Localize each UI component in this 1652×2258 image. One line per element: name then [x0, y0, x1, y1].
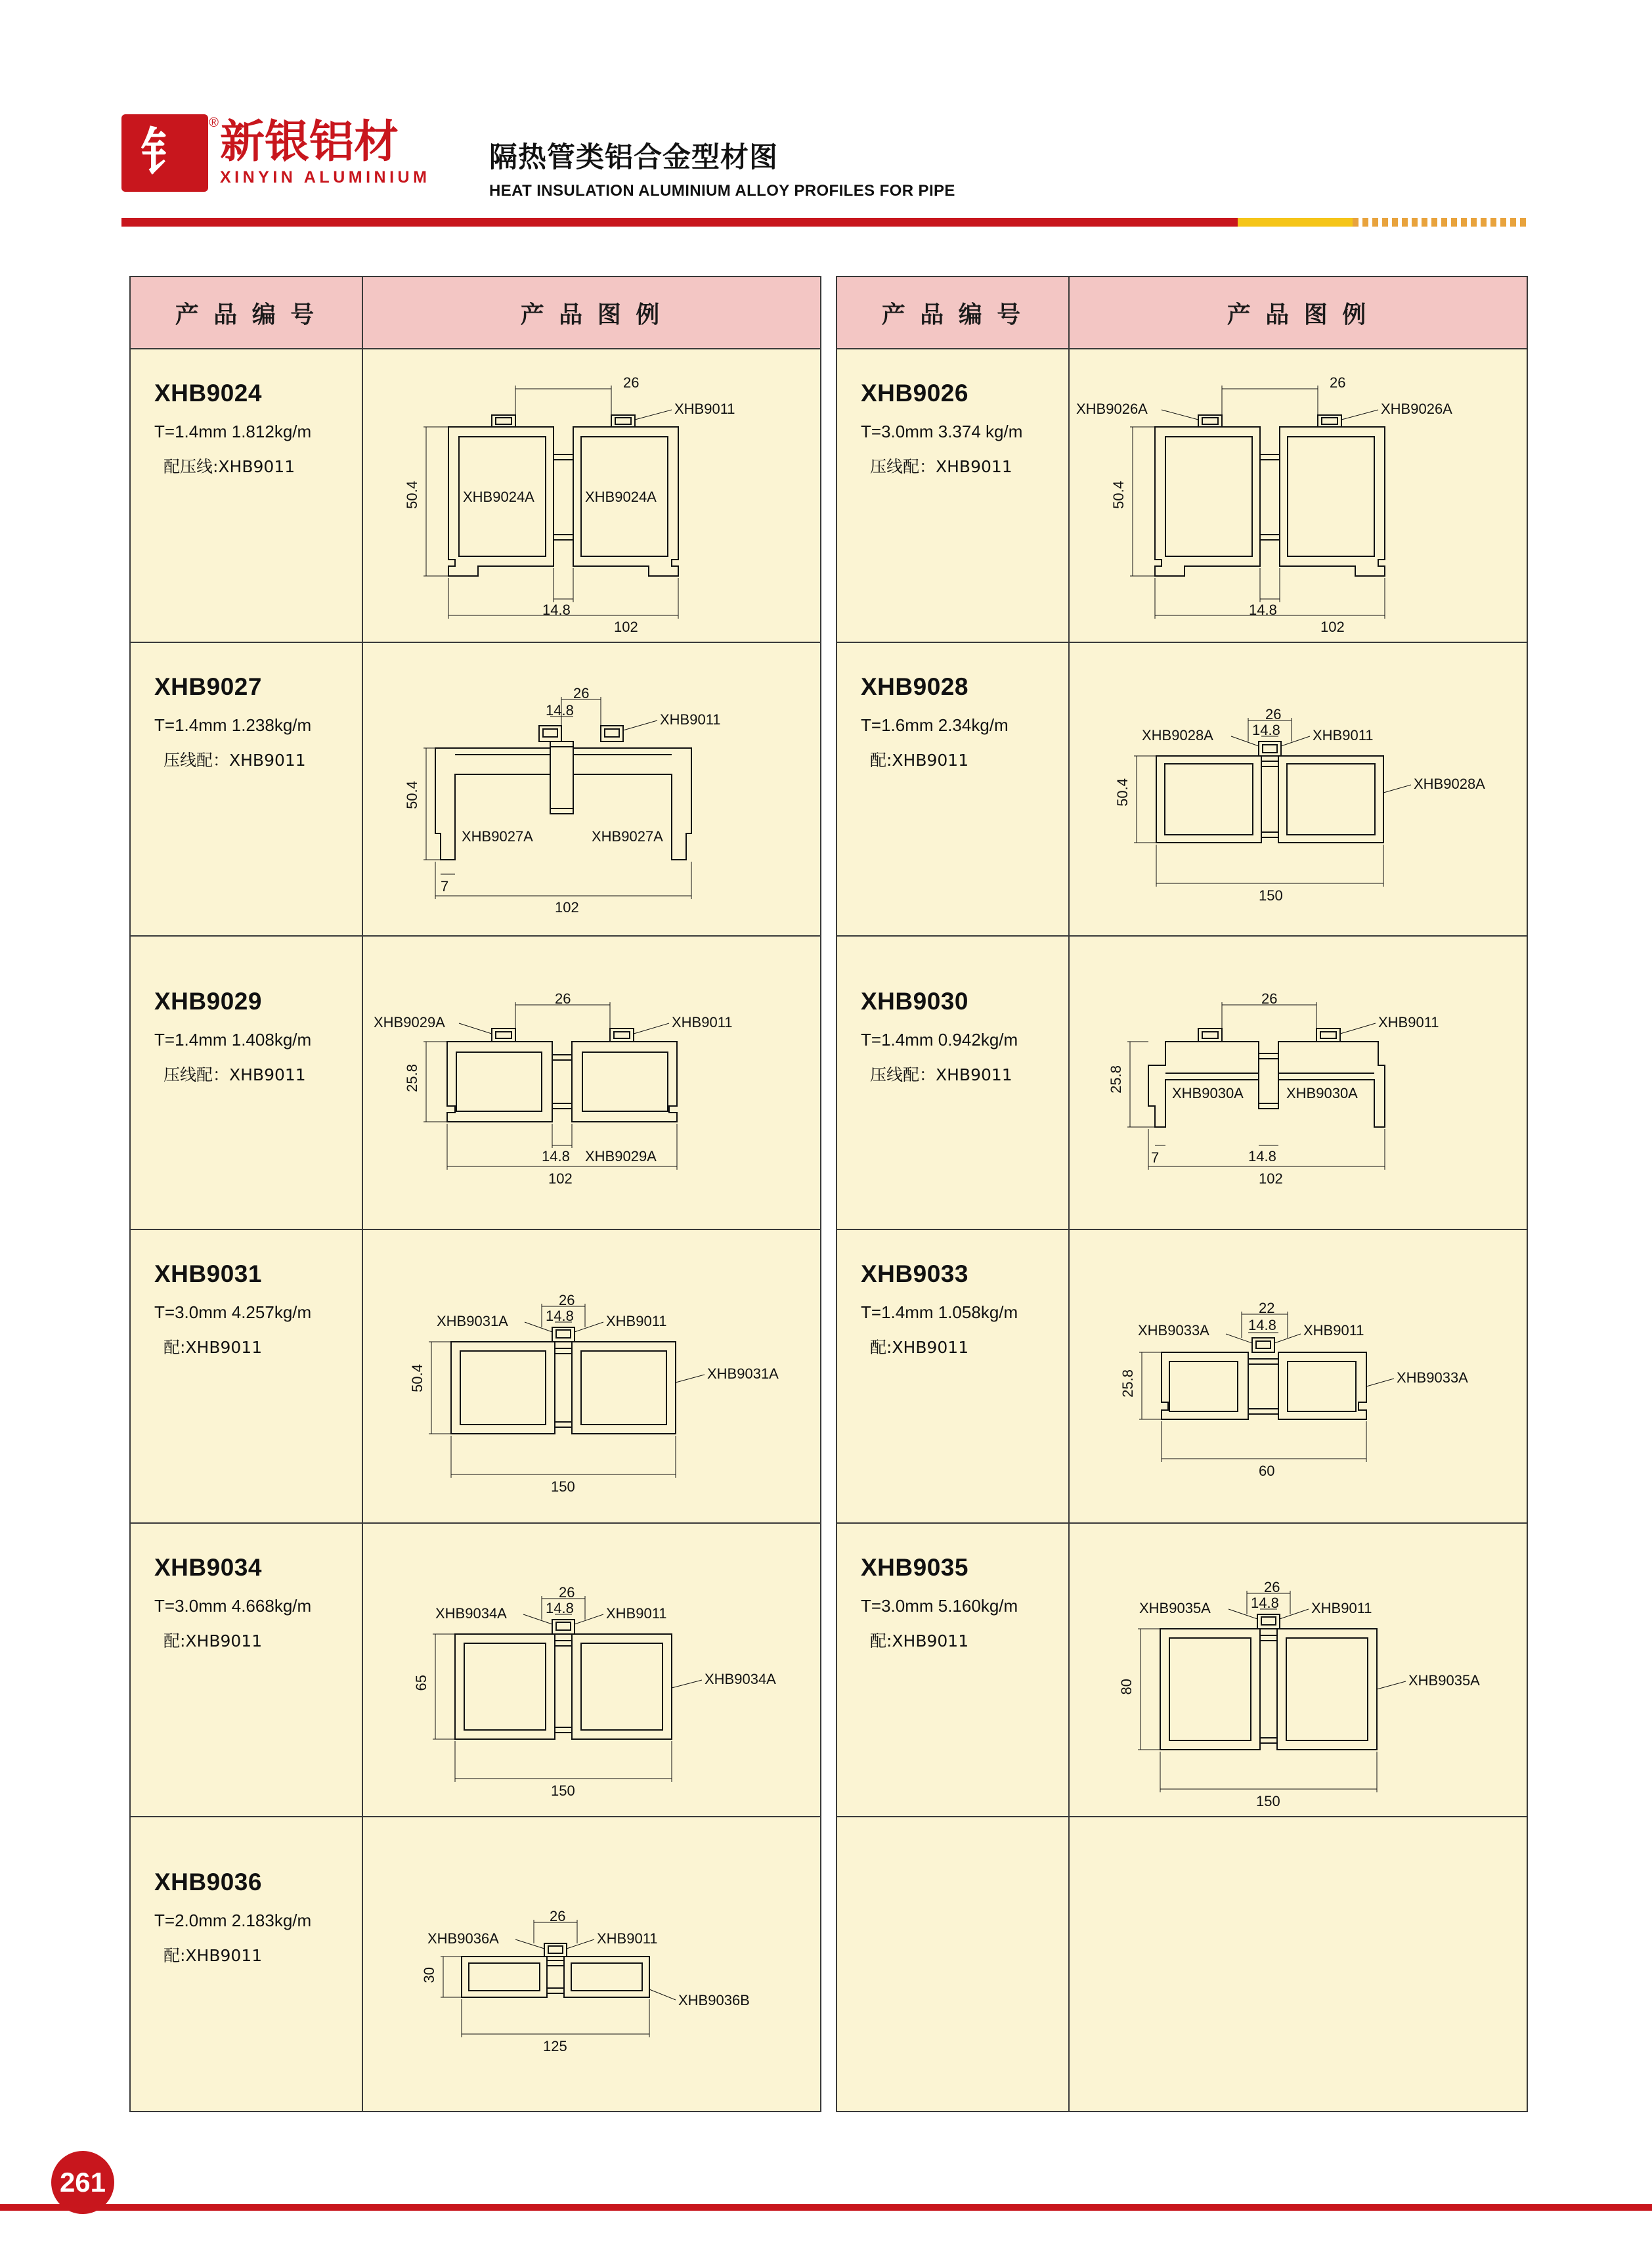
product-table — [129, 276, 1528, 2112]
dim-bottom-width: 150 — [551, 1782, 575, 1799]
product-code: XHB9036 — [154, 1869, 262, 1895]
product-code: XHB9026 — [861, 380, 968, 407]
product-code-cell — [837, 937, 1070, 1229]
product-figure-cell — [363, 349, 820, 642]
dim-top-width: 26 — [555, 990, 571, 1007]
dim-top-width: 26 — [573, 685, 590, 701]
dim-bottom-width: 102 — [1259, 1170, 1283, 1187]
table-row — [131, 1230, 820, 1524]
dim-top-width: 26 — [1265, 706, 1282, 722]
callout-xhb9011: XHB9011 — [1303, 1322, 1364, 1339]
brand-name-cn: 新银铝材 — [220, 116, 399, 168]
product-code-cell — [837, 643, 1070, 935]
dim-inner: 14.8 — [1249, 602, 1277, 618]
registered-mark: ® — [209, 116, 219, 130]
product-figure-cell — [363, 1524, 820, 1816]
dim-left-height: 50.4 — [404, 781, 420, 809]
dim-bottom-width: 102 — [1320, 619, 1345, 635]
product-spec: T=1.4mm 1.408kg/m — [154, 1030, 312, 1050]
product-figure-cell — [363, 643, 820, 935]
header-cell-code: 产 品 编 号 — [837, 277, 1070, 348]
product-code-cell — [837, 349, 1070, 642]
dim-left-height: 50.4 — [1114, 778, 1131, 807]
dim-left-height: 25.8 — [404, 1064, 420, 1092]
product-figure-cell — [1070, 349, 1527, 642]
callout-left-inner: XHB9027A — [462, 828, 533, 845]
dim-step: 7 — [1151, 1149, 1160, 1166]
logo-glyph: 钅 — [140, 123, 189, 183]
dim-inner: 14.8 — [1251, 1595, 1279, 1611]
profile-drawing-xhb9029 — [363, 937, 823, 1230]
product-code: XHB9033 — [861, 1260, 968, 1287]
table-row — [131, 1524, 820, 1817]
dim-top-width: 26 — [1330, 374, 1346, 391]
dim-top-width: 26 — [1261, 990, 1278, 1007]
dim-left-height: 50.4 — [404, 481, 420, 509]
product-code: XHB9030 — [861, 988, 968, 1015]
product-code-cell — [131, 1230, 363, 1522]
product-spec: T=3.0mm 4.257kg/m — [154, 1302, 312, 1322]
dim-left-height: 65 — [413, 1675, 429, 1691]
callout-right-side: XHB9028A — [1414, 776, 1485, 792]
callout-xhb9011: XHB9011 — [1313, 727, 1374, 743]
product-spec: T=1.6mm 2.34kg/m — [861, 715, 1009, 735]
dim-inner: 14.8 — [542, 1148, 570, 1164]
table-column-right — [836, 276, 1528, 2112]
callout-xhb9011: XHB9011 — [597, 1930, 658, 1947]
profile-drawing-xhb9030 — [1070, 937, 1529, 1230]
product-code-cell — [131, 1524, 363, 1816]
dim-bottom-width: 60 — [1259, 1463, 1275, 1479]
product-match: 配:XHB9011 — [163, 1946, 263, 1965]
callout-xhb9011: XHB9011 — [1311, 1600, 1372, 1616]
callout-right-side: XHB9033A — [1397, 1369, 1468, 1386]
table-row — [131, 937, 820, 1230]
product-match: 配:XHB9011 — [870, 1338, 969, 1357]
dim-top-width: 22 — [1259, 1300, 1275, 1316]
dim-bottom-width: 102 — [614, 619, 638, 635]
dim-inner: 14.8 — [546, 1600, 574, 1616]
callout-right-side: XHB9036B — [678, 1992, 750, 2008]
callout-top-left: XHB9031A — [437, 1313, 508, 1329]
callout-xhb9011: XHB9011 — [606, 1313, 667, 1329]
product-figure-cell — [1070, 643, 1527, 935]
product-code-cell — [131, 643, 363, 935]
callout-xhb9011: XHB9011 — [672, 1014, 733, 1030]
header-rule-dashed — [1353, 218, 1530, 227]
callout-top-right: XHB9026A — [1381, 401, 1452, 417]
callout-xhb9011: XHB9011 — [1378, 1014, 1439, 1030]
table-row-empty — [837, 1817, 1527, 2111]
header-title-en: HEAT INSULATION ALUMINIUM ALLOY PROFILES FOR PIPE — [489, 182, 955, 200]
dim-bottom-width: 150 — [1259, 887, 1283, 904]
product-spec: T=1.4mm 1.058kg/m — [861, 1302, 1018, 1322]
product-code-cell — [837, 1230, 1070, 1522]
dim-bottom-width: 125 — [543, 2038, 567, 2054]
table-header-row — [837, 277, 1527, 349]
callout-left-inner: XHB9024A — [463, 489, 534, 505]
dim-step: 7 — [441, 878, 449, 895]
profile-drawing-xhb9035 — [1070, 1524, 1529, 1817]
table-row — [837, 643, 1527, 937]
profile-drawing-xhb9026 — [1070, 349, 1529, 643]
table-row — [837, 1230, 1527, 1524]
product-match: 压线配：XHB9011 — [870, 1065, 1012, 1084]
dim-top-width: 26 — [559, 1292, 575, 1308]
callout-right-inner: XHB9024A — [585, 489, 657, 505]
product-spec: T=3.0mm 3.374 kg/m — [861, 422, 1023, 441]
product-spec: T=2.0mm 2.183kg/m — [154, 1911, 312, 1930]
product-code: XHB9027 — [154, 673, 262, 700]
product-figure-cell — [1070, 937, 1527, 1229]
product-spec: T=3.0mm 4.668kg/m — [154, 1596, 312, 1616]
callout-top-left: XHB9033A — [1138, 1322, 1209, 1339]
product-figure-cell — [363, 937, 820, 1229]
callout-top-left: XHB9029A — [374, 1014, 445, 1030]
dim-left-height: 50.4 — [409, 1364, 425, 1392]
profile-drawing-xhb9036 — [363, 1817, 823, 2111]
dim-top-width: 26 — [623, 374, 640, 391]
callout-left-inner: XHB9030A — [1172, 1085, 1244, 1101]
dim-left-height: 25.8 — [1119, 1369, 1136, 1398]
dim-left-height: 30 — [421, 1967, 437, 1983]
header-cell-code: 产 品 编 号 — [131, 277, 363, 348]
dim-left-height: 50.4 — [1110, 481, 1127, 509]
header-title — [489, 135, 955, 200]
product-code: XHB9024 — [154, 380, 262, 407]
dim-inner: 14.8 — [546, 702, 574, 719]
dim-bottom-width: 102 — [548, 1170, 573, 1187]
callout-top-left: XHB9028A — [1142, 727, 1213, 743]
product-code-cell — [131, 1817, 363, 2111]
callout-top-left: XHB9034A — [435, 1605, 507, 1622]
table-row — [837, 937, 1527, 1230]
product-code: XHB9031 — [154, 1260, 262, 1287]
product-match: 配:XHB9011 — [870, 1631, 969, 1650]
dim-left-height: 80 — [1118, 1679, 1135, 1695]
dim-top-width: 26 — [550, 1908, 566, 1924]
callout-right-side: XHB9031A — [707, 1365, 779, 1382]
product-code: XHB9028 — [861, 673, 968, 700]
callout-right-inner: XHB9027A — [592, 828, 663, 845]
header-title-cn: 隔热管类铝合金型材图 — [489, 141, 778, 174]
product-match: 压线配：XHB9011 — [163, 1065, 306, 1084]
footer-rule — [0, 2204, 1652, 2211]
product-figure-cell — [1070, 1230, 1527, 1522]
dim-inner: 14.8 — [542, 602, 571, 618]
brand-name-en: XINYIN ALUMINIUM — [220, 168, 431, 187]
dim-inner: 14.8 — [1248, 1148, 1276, 1164]
callout-bottom-right: XHB9029A — [585, 1148, 657, 1164]
table-row — [837, 349, 1527, 643]
callout-top-left: XHB9035A — [1139, 1600, 1211, 1616]
callout-right-side: XHB9035A — [1408, 1672, 1480, 1689]
dim-bottom-width: 102 — [555, 899, 579, 916]
product-figure-cell — [363, 1817, 820, 2111]
callout-right-side: XHB9034A — [705, 1671, 776, 1687]
product-match: 配:XHB9011 — [163, 1631, 263, 1650]
product-match: 配:XHB9011 — [163, 1338, 263, 1357]
dim-top-width: 26 — [559, 1584, 575, 1601]
table-row — [837, 1524, 1527, 1817]
product-match: 配:XHB9011 — [870, 751, 969, 770]
product-spec: T=1.4mm 1.238kg/m — [154, 715, 312, 735]
page-number-badge: 261 — [51, 2151, 114, 2214]
product-code-cell — [131, 937, 363, 1229]
product-code-cell — [837, 1524, 1070, 1816]
product-figure-cell — [1070, 1524, 1527, 1816]
dim-top-width: 26 — [1264, 1579, 1280, 1595]
page-header — [0, 0, 1652, 236]
dim-left-height: 25.8 — [1108, 1065, 1124, 1094]
table-column-left — [129, 276, 821, 2112]
callout-xhb9011: XHB9011 — [606, 1605, 667, 1622]
product-figure-cell-empty — [1070, 1817, 1527, 2111]
header-rule-red — [121, 218, 1238, 227]
product-spec: T=3.0mm 5.160kg/m — [861, 1596, 1018, 1616]
table-row — [131, 1817, 820, 2111]
table-header-row — [131, 277, 820, 349]
product-code: XHB9034 — [154, 1554, 262, 1581]
callout-xhb9011: XHB9011 — [674, 401, 735, 417]
product-match: 压线配：XHB9011 — [870, 457, 1012, 476]
logo-mark-icon — [121, 114, 219, 192]
product-code: XHB9035 — [861, 1554, 968, 1581]
table-row — [131, 349, 820, 643]
header-cell-figure: 产 品 图 例 — [1227, 301, 1370, 328]
dim-bottom-width: 150 — [551, 1478, 575, 1495]
table-row — [131, 643, 820, 937]
callout-xhb9011: XHB9011 — [660, 711, 721, 728]
dim-inner: 14.8 — [1252, 722, 1280, 738]
product-figure-cell — [363, 1230, 820, 1522]
header-cell-figure: 产 品 图 例 — [520, 301, 663, 328]
dim-inner: 14.8 — [546, 1308, 574, 1324]
product-spec: T=1.4mm 0.942kg/m — [861, 1030, 1018, 1050]
product-code: XHB9029 — [154, 988, 262, 1015]
product-match: 压线配：XHB9011 — [163, 751, 306, 770]
callout-top-left: XHB9026A — [1076, 401, 1148, 417]
dim-bottom-width: 150 — [1256, 1793, 1280, 1809]
profile-drawing-xhb9027 — [363, 643, 823, 937]
product-code-cell-empty — [837, 1817, 1070, 2111]
product-code-cell — [131, 349, 363, 642]
product-match: 配压线:XHB9011 — [163, 457, 295, 476]
callout-right-inner: XHB9030A — [1286, 1085, 1358, 1101]
product-spec: T=1.4mm 1.812kg/m — [154, 422, 312, 441]
dim-inner: 14.8 — [1248, 1317, 1276, 1333]
callout-top-left: XHB9036A — [427, 1930, 499, 1947]
